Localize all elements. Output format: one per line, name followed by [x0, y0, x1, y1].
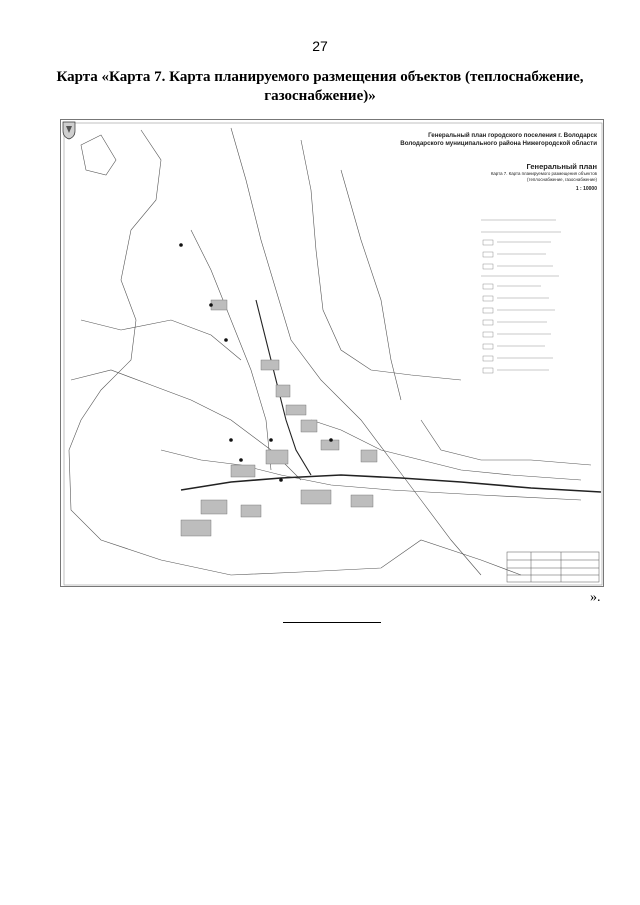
map-caption: Карта 7. Карта планируемого размещения объектов [490, 171, 597, 176]
map-header-line1: Генеральный план городского поселения г. Володарск [428, 132, 597, 139]
separator-line [283, 622, 381, 623]
map-plan-title: Генеральный план [526, 162, 597, 171]
map-title-block [381, 132, 597, 192]
page-number: 27 [312, 38, 328, 54]
map-scale: 1 : 10000 [575, 186, 597, 192]
map-image [60, 119, 604, 587]
closing-quote: ». [590, 590, 601, 605]
coat-of-arms-icon [61, 120, 77, 140]
document-title: Карта «Карта 7. Карта планируемого размещения объектов (теплоснабжение, газоснабжение)» [56, 69, 584, 104]
map-caption-sub: (теплоснабжение, газоснабжение) [527, 177, 597, 182]
map-header-line2: Володарского муниципального района Нижегородской области [400, 140, 597, 147]
